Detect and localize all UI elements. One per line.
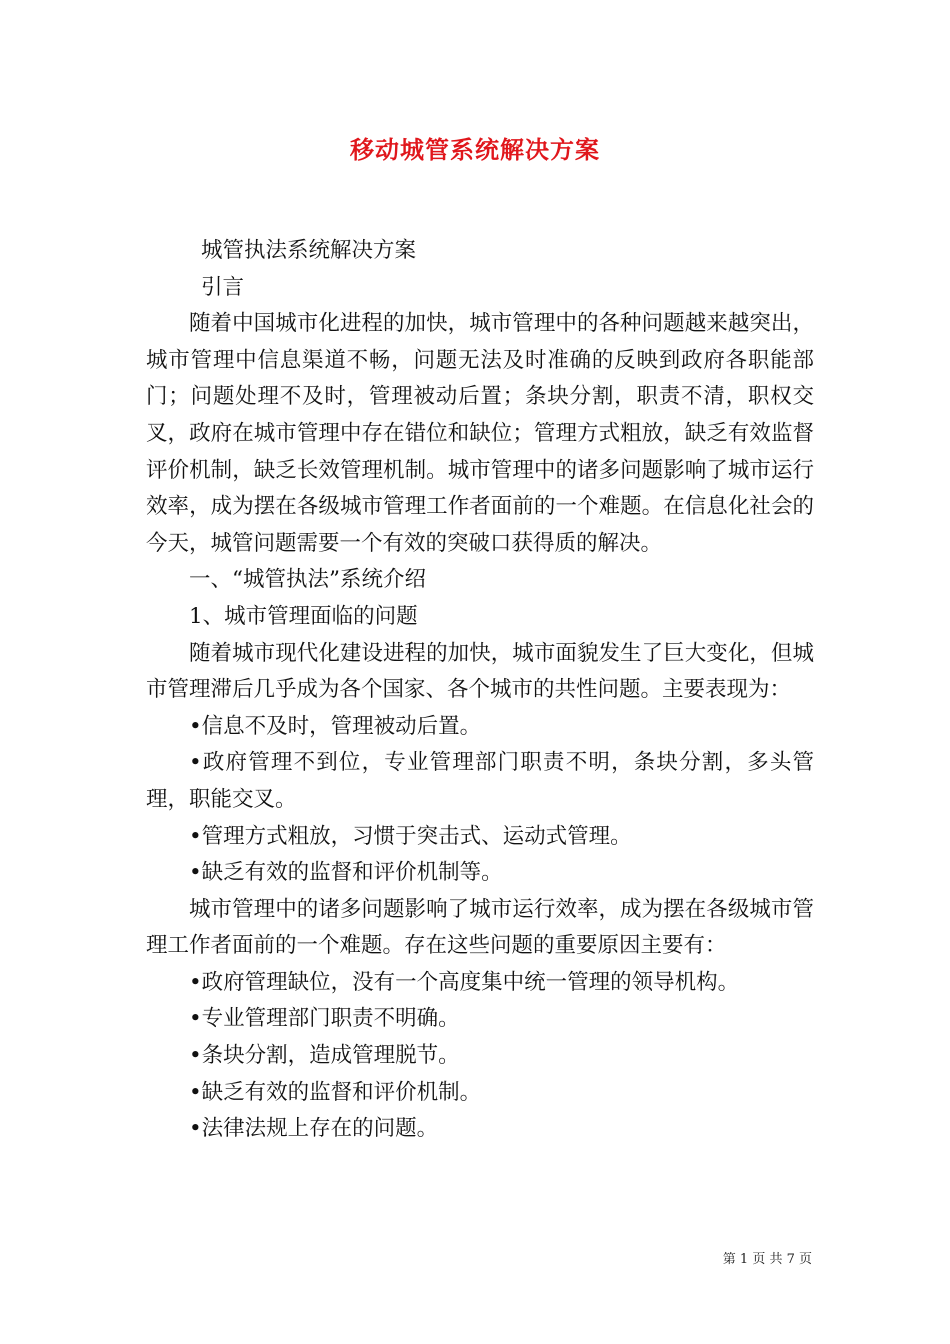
paragraph: 1、城市管理面临的问题 [189,603,418,629]
paragraph: •条块分割，造成管理脱节。 [189,1043,460,1069]
paragraph: •专业管理部门职责不明确。 [189,1006,460,1032]
paragraph: 城管执法系统解决方案 [201,238,417,263]
document-body [146,233,814,1148]
paragraph: 随着城市现代化建设进程的加快，城市面貌发生了巨大变化，但城市管理滞后几乎成为各个国家、各个城市的共性问题。主要表现为： [146,640,814,703]
paragraph: •缺乏有效的监督和评价机制。 [189,1079,482,1105]
paragraph: •信息不及时，管理被动后置。 [189,713,482,739]
page-number: 第 1 页 共 7 页 [722,1252,812,1267]
paragraph: 引言 [201,274,245,300]
paragraph: •法律法规上存在的问题。 [189,1116,439,1142]
paragraph: 城市管理中的诸多问题影响了城市运行效率，成为摆在各级城市管理工作者面前的一个难题。存在这些问题的重要原因主要有： [146,896,814,959]
paragraph: •政府管理缺位，没有一个高度集中统一管理的领导机构。 [189,969,740,995]
paragraph: •管理方式粗放，习惯于突击式、运动式管理。 [189,823,632,849]
document-title: 移动城管系统解决方案 [350,135,600,164]
paragraph: 一、“城管执法”系统介绍 [189,567,426,593]
paragraph: •缺乏有效的监督和评价机制等。 [189,860,503,886]
paragraph: 随着中国城市化进程的加快，城市管理中的各种问题越来越突出，城市管理中信息渠道不畅，问题无法及时准确的反映到政府各职能部门；问题处理不及时，管理被动后置；条块分割，职责不清，职权交叉，政府在城市管理中存在错位和缺位；管理方式粗放，缺乏有效监督评价机制，缺乏长效管理机制。城市管理中的诸多问题影响了城市运行效率，成为摆在各级城市管理工作者面前的一个难题。在信息化社会的今天，城管问题需要一个有效的突破口获得质的解决。 [146,311,814,556]
paragraph: •政府管理不到位，专业管理部门职责不明，条块分割，多头管理，职能交叉。 [146,750,814,812]
